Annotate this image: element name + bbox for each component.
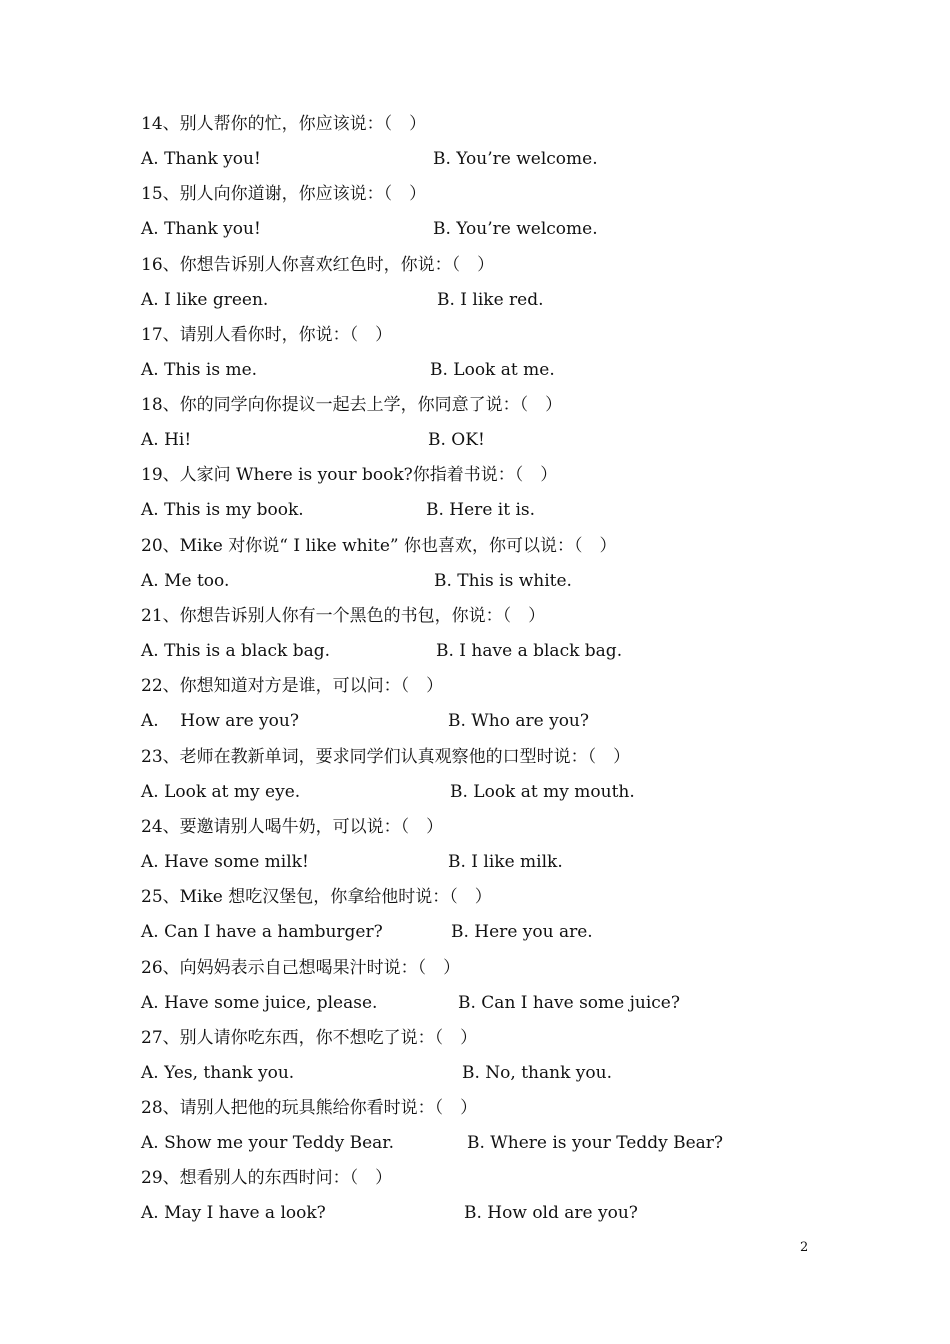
option-b: B. Look at me. — [430, 359, 555, 380]
option-a: A. Have some milk! — [141, 851, 309, 872]
option-b: B. No, thank you. — [462, 1062, 612, 1083]
question-16 — [141, 250, 841, 320]
question-24 — [141, 812, 841, 882]
option-a: A. Me too. — [141, 570, 230, 591]
question-26 — [141, 953, 841, 1023]
option-b: B. I like milk. — [448, 851, 563, 872]
option-a: A. Can I have a hamburger? — [141, 922, 383, 943]
option-a: A. Hi! — [141, 430, 192, 451]
question-29 — [141, 1163, 841, 1233]
option-b: B. Here you are. — [451, 922, 593, 943]
question-prompt: 24、要邀请别人喝牛奶，可以说：（ ） — [141, 816, 444, 837]
question-prompt: 20、Mike 对你说“ I like white” 你也喜欢，你可以说：（ ） — [141, 535, 617, 556]
question-prompt: 19、人家问 Where is your book?你指着书说：（ ） — [141, 465, 558, 486]
question-28 — [141, 1093, 841, 1163]
option-b: B. Who are you? — [448, 711, 589, 732]
question-prompt: 18、你的同学向你提议一起去上学，你同意了说：（ ） — [141, 395, 563, 416]
option-a: A. This is a black bag. — [141, 641, 331, 662]
option-b: B. This is white. — [434, 570, 572, 591]
option-b: B. I like red. — [437, 289, 544, 310]
question-19 — [141, 460, 841, 530]
option-a: A. This is my book. — [141, 500, 304, 521]
question-prompt: 21、你想告诉别人你有一个黑色的书包，你说：（ ） — [141, 606, 546, 627]
question-27 — [141, 1023, 841, 1093]
question-23 — [141, 742, 841, 812]
option-a: A. Yes, thank you. — [141, 1062, 295, 1083]
question-15 — [141, 179, 841, 249]
option-b: B. I have a black bag. — [436, 641, 623, 662]
question-prompt: 29、想看别人的东西时问：（ ） — [141, 1168, 393, 1189]
option-b: B. How old are you? — [464, 1203, 638, 1224]
option-a: A. Show me your Teddy Bear. — [141, 1133, 394, 1154]
question-prompt: 25、Mike 想吃汉堡包，你拿给他时说：（ ） — [141, 887, 492, 908]
option-a: A. Have some juice, please. — [141, 992, 378, 1013]
question-prompt: 17、请别人看你时，你说：（ ） — [141, 324, 393, 345]
question-list — [141, 109, 841, 1234]
option-a: A. I like green. — [141, 289, 269, 310]
question-prompt: 16、你想告诉别人你喜欢红色时，你说：（ ） — [141, 254, 495, 275]
option-a: A. How are you? — [141, 711, 299, 732]
option-a: A. Thank you! — [141, 149, 261, 169]
option-a: A. Look at my eye. — [141, 781, 301, 802]
option-b: B. You’re welcome. — [433, 149, 598, 169]
question-18 — [141, 390, 841, 460]
option-b: B. Here it is. — [426, 500, 536, 521]
option-b: B. You’re welcome. — [433, 219, 598, 240]
question-17 — [141, 320, 841, 390]
question-21 — [141, 601, 841, 671]
question-prompt: 22、你想知道对方是谁，可以问：（ ） — [141, 676, 444, 697]
option-b: B. Can I have some juice? — [458, 992, 680, 1013]
option-b: B. Where is your Teddy Bear? — [467, 1133, 724, 1154]
option-b: B. Look at my mouth. — [450, 781, 635, 802]
question-22 — [141, 671, 841, 741]
question-prompt: 23、老师在教新单词，要求同学们认真观察他的口型时说：（ ） — [141, 746, 631, 767]
question-14 — [141, 109, 841, 179]
option-b: B. OK! — [428, 430, 485, 451]
question-prompt: 27、别人请你吃东西，你不想吃了说：（ ） — [141, 1027, 478, 1048]
question-prompt: 28、请别人把他的玩具熊给你看时说：（ ） — [141, 1098, 478, 1119]
question-prompt: 14、别人帮你的忙，你应该说：（ ） — [141, 114, 427, 134]
option-a: A. This is me. — [141, 359, 258, 380]
page-number: 2 — [800, 1240, 809, 1255]
option-a: A. Thank you! — [141, 219, 261, 240]
option-a: A. May I have a look? — [141, 1203, 326, 1224]
question-25 — [141, 882, 841, 952]
question-prompt: 26、向妈妈表示自己想喝果汁时说：（ ） — [141, 957, 461, 978]
question-prompt: 15、别人向你道谢，你应该说：（ ） — [141, 184, 427, 205]
question-20 — [141, 531, 841, 601]
